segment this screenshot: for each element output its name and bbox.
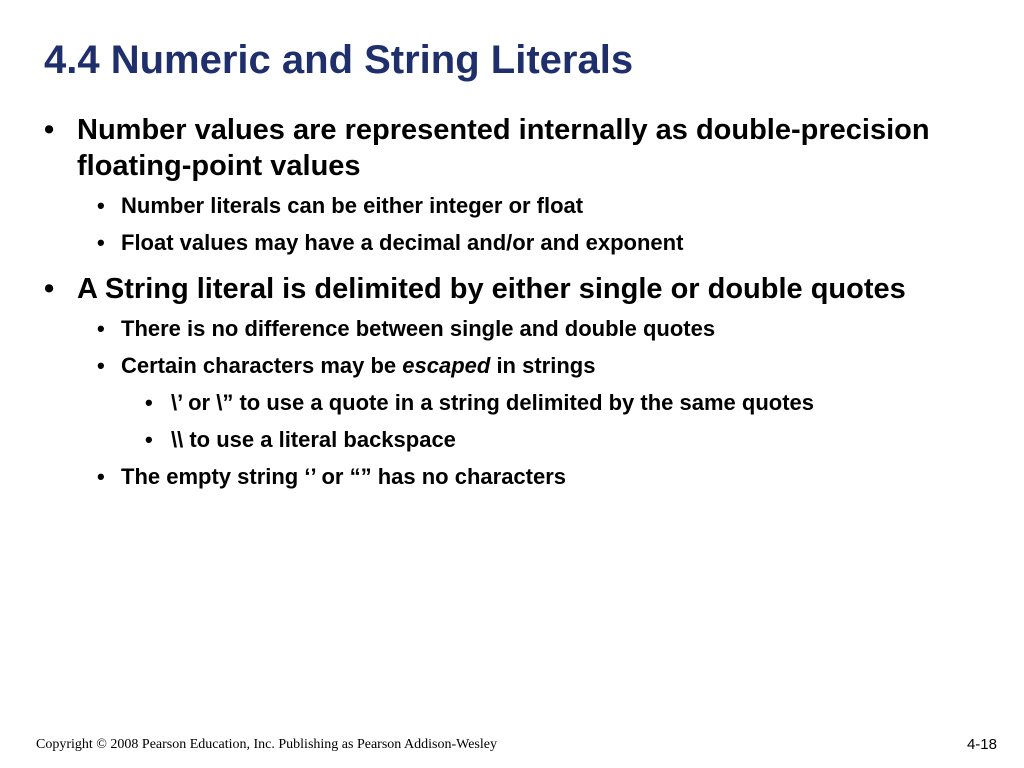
- page-number: 4-18: [966, 736, 997, 753]
- bullet-list: [44, 112, 974, 500]
- bullet-text: A String literal is delimited by either single or double quotes: [77, 273, 906, 305]
- sub-bullet-text: There is no difference between single and double quotes: [121, 316, 716, 341]
- sub-bullet-text: Float values may have a decimal and/or and exponent: [121, 230, 684, 255]
- sub-bullet-text-after: in strings: [490, 353, 596, 378]
- bullet-icon: •: [145, 427, 153, 452]
- sub-sub-bullet-text: \’ or \” to use a quote in a string delimited by the same quotes: [171, 390, 815, 415]
- bullet-item: [44, 112, 974, 184]
- sub-bullet-item: [44, 315, 974, 343]
- bullet-icon: •: [145, 390, 153, 415]
- bullet-text: Number values are represented internally as double-precision floating-point values: [77, 114, 930, 182]
- bullet-icon: •: [97, 193, 105, 218]
- sub-bullet-item: [44, 192, 974, 220]
- sub-bullet-text: Number literals can be either integer or float: [121, 193, 584, 218]
- sub-bullet-text: The empty string ‘’ or “” has no characters: [121, 464, 567, 489]
- sub-bullet-item: [44, 352, 974, 380]
- bullet-item: [44, 271, 974, 307]
- slide-title: 4.4 Numeric and String Literals: [44, 38, 634, 82]
- sub-sub-bullet-item: [44, 426, 974, 454]
- bullet-icon: •: [97, 464, 105, 489]
- bullet-icon: •: [97, 316, 105, 341]
- bullet-icon: •: [44, 114, 55, 146]
- bullet-icon: •: [97, 353, 105, 378]
- sub-sub-bullet-text: \\ to use a literal backspace: [171, 427, 456, 452]
- sub-bullet-item: [44, 229, 974, 257]
- sub-bullet-text-before: Certain characters may be: [121, 353, 403, 378]
- copyright-footer: Copyright © 2008 Pearson Education, Inc. Publishing as Pearson Addison-Wesley: [36, 737, 497, 752]
- escaped-emphasis: escaped: [402, 353, 491, 378]
- sub-sub-bullet-item: [44, 389, 974, 417]
- sub-bullet-item: [44, 463, 974, 491]
- bullet-icon: •: [44, 273, 55, 305]
- bullet-icon: •: [97, 230, 105, 255]
